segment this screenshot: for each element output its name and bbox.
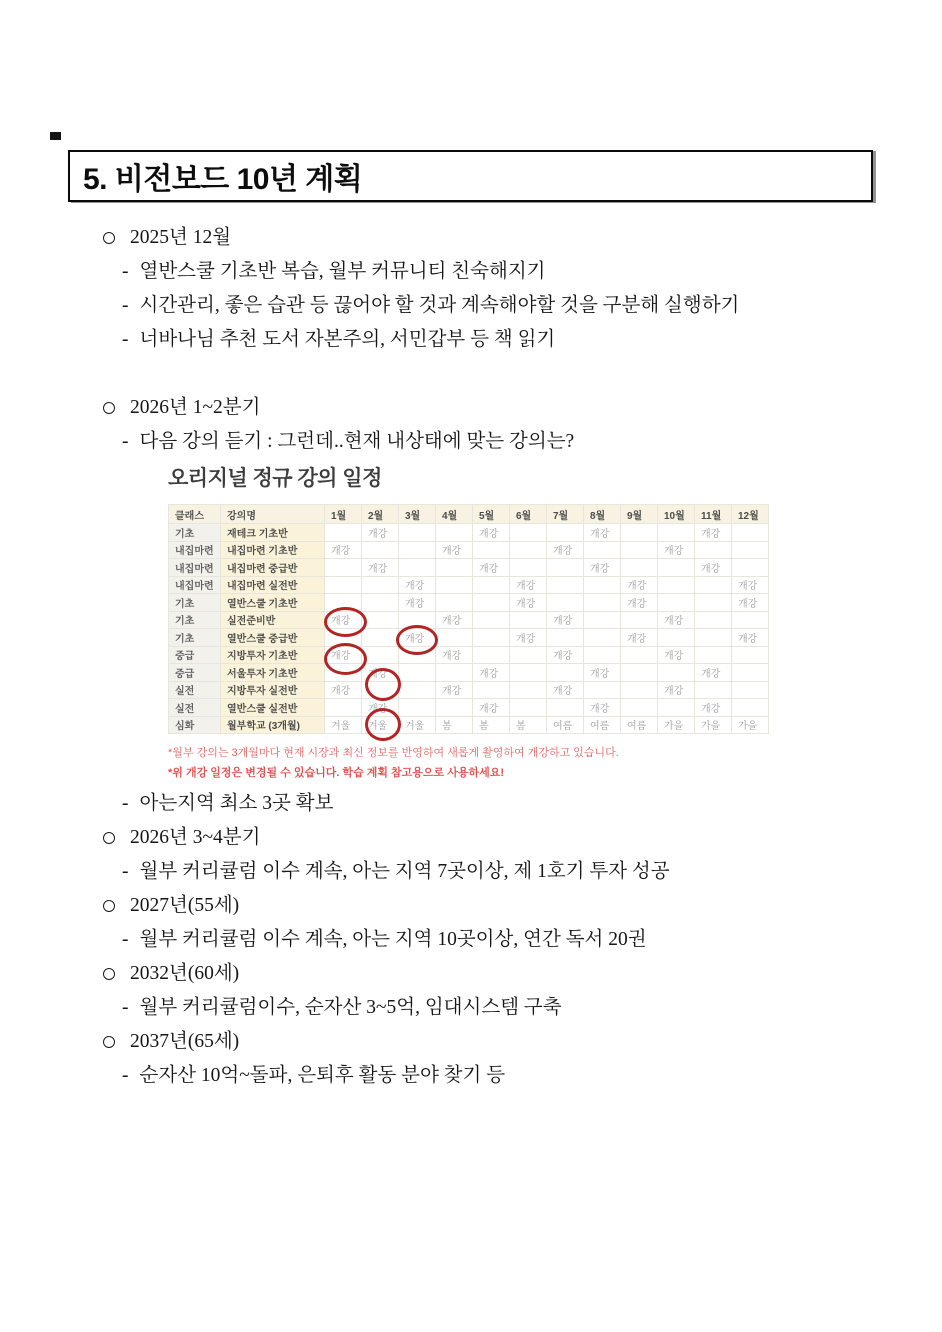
month-cell-7 xyxy=(547,699,584,717)
month-cell-9 xyxy=(621,681,658,699)
month-cell-11: 개강 xyxy=(695,524,732,542)
month-cell-6 xyxy=(510,681,547,699)
month-cell-10: 개강 xyxy=(658,681,695,699)
table-row xyxy=(169,541,769,559)
month-cell-4: 개강 xyxy=(436,681,473,699)
month-cell-12 xyxy=(732,699,769,717)
class-cell: 내집마련 xyxy=(169,559,221,577)
month-cell-11 xyxy=(695,541,732,559)
column-header-11: 10월 xyxy=(658,505,695,524)
month-cell-1: 개강 xyxy=(325,541,362,559)
class-cell: 내집마련 xyxy=(169,576,221,594)
outline-bottom-line-4 xyxy=(100,923,670,957)
month-cell-2: 겨울 xyxy=(362,716,399,734)
month-cell-10 xyxy=(658,559,695,577)
table-row xyxy=(169,716,769,734)
month-cell-3: 개강 xyxy=(399,629,436,647)
outline-top xyxy=(100,221,739,459)
table-row xyxy=(169,524,769,542)
class-cell: 중급 xyxy=(169,664,221,682)
month-cell-4: 개강 xyxy=(436,611,473,629)
month-cell-5 xyxy=(473,629,510,647)
class-cell: 내집마련 xyxy=(169,541,221,559)
bullet-dash-icon: - xyxy=(122,295,129,316)
month-cell-8 xyxy=(584,646,621,664)
course-schedule-figure xyxy=(168,466,778,781)
outline-top-line-3 xyxy=(100,323,739,357)
month-cell-1: 겨울 xyxy=(325,716,362,734)
outline-bottom xyxy=(100,787,670,1093)
column-header-10: 9월 xyxy=(621,505,658,524)
class-cell: 기초 xyxy=(169,629,221,647)
month-cell-6 xyxy=(510,699,547,717)
outline-bottom-text-3: 2027년(55세) xyxy=(130,895,240,916)
bullet-circle-icon xyxy=(103,832,115,844)
column-header-13: 12월 xyxy=(732,505,769,524)
course-name-cell: 실전준비반 xyxy=(221,611,325,629)
month-cell-10: 가을 xyxy=(658,716,695,734)
month-cell-3: 겨울 xyxy=(399,716,436,734)
month-cell-3 xyxy=(399,559,436,577)
outline-top-text-1: 열반스쿨 기초반 복습, 월부 커뮤니티 친숙해지기 xyxy=(139,261,546,282)
table-row xyxy=(169,681,769,699)
month-cell-9 xyxy=(621,611,658,629)
month-cell-10: 개강 xyxy=(658,646,695,664)
month-cell-6: 개강 xyxy=(510,629,547,647)
month-cell-7: 여름 xyxy=(547,716,584,734)
class-cell: 기초 xyxy=(169,594,221,612)
outline-bottom-line-0 xyxy=(100,787,670,821)
month-cell-4 xyxy=(436,524,473,542)
month-cell-5: 개강 xyxy=(473,664,510,682)
outline-bottom-line-6 xyxy=(100,991,670,1025)
month-cell-11: 개강 xyxy=(695,699,732,717)
bullet-dash-icon: - xyxy=(122,793,129,814)
month-cell-5 xyxy=(473,541,510,559)
month-cell-11 xyxy=(695,576,732,594)
column-header-2: 1월 xyxy=(325,505,362,524)
outline-bottom-text-8: 순자산 10억~돌파, 은퇴후 활동 분야 찾기 등 xyxy=(139,1065,506,1086)
month-cell-11 xyxy=(695,629,732,647)
month-cell-4: 개강 xyxy=(436,646,473,664)
month-cell-8: 개강 xyxy=(584,524,621,542)
outline-bottom-text-1: 2026년 3~4분기 xyxy=(130,827,261,848)
month-cell-9 xyxy=(621,541,658,559)
month-cell-1 xyxy=(325,559,362,577)
course-name-cell: 열반스쿨 기초반 xyxy=(221,594,325,612)
table-row xyxy=(169,594,769,612)
bullet-circle-icon xyxy=(103,900,115,912)
column-header-5: 4월 xyxy=(436,505,473,524)
month-cell-8: 여름 xyxy=(584,716,621,734)
month-cell-6: 봄 xyxy=(510,716,547,734)
month-cell-11: 개강 xyxy=(695,559,732,577)
month-cell-12 xyxy=(732,541,769,559)
month-cell-12 xyxy=(732,524,769,542)
month-cell-4: 개강 xyxy=(436,541,473,559)
month-cell-6 xyxy=(510,646,547,664)
outline-top-text-3: 너바나님 추천 도서 자본주의, 서민갑부 등 책 읽기 xyxy=(139,329,556,350)
month-cell-2: 개강 xyxy=(362,559,399,577)
month-cell-10 xyxy=(658,629,695,647)
month-cell-3 xyxy=(399,524,436,542)
outline-top-text-6: 다음 강의 듣기 : 그런데..현재 내상태에 맞는 강의는? xyxy=(139,431,575,452)
month-cell-9 xyxy=(621,699,658,717)
month-cell-1 xyxy=(325,524,362,542)
outline-bottom-text-4: 월부 커리큘럼 이수 계속, 아는 지역 10곳이상, 연간 독서 20권 xyxy=(139,929,647,950)
outline-top-line-2 xyxy=(100,289,739,323)
month-cell-10 xyxy=(658,524,695,542)
outline-bottom-line-5 xyxy=(100,957,670,991)
month-cell-9 xyxy=(621,524,658,542)
bullet-dash-icon: - xyxy=(122,929,129,950)
month-cell-1: 개강 xyxy=(325,681,362,699)
class-cell: 실전 xyxy=(169,699,221,717)
outline-bottom-text-0: 아는지역 최소 3곳 확보 xyxy=(139,793,334,814)
month-cell-2 xyxy=(362,541,399,559)
course-schedule-table xyxy=(168,504,769,734)
course-name-cell: 내집마련 실전반 xyxy=(221,576,325,594)
section-header-box xyxy=(68,150,873,202)
month-cell-12 xyxy=(732,559,769,577)
outline-top-line-0 xyxy=(100,221,739,255)
scan-artifact-mark xyxy=(50,132,61,140)
outline-bottom-text-5: 2032년(60세) xyxy=(130,963,240,984)
month-cell-7 xyxy=(547,594,584,612)
outline-bottom-text-7: 2037년(65세) xyxy=(130,1031,240,1052)
month-cell-8 xyxy=(584,594,621,612)
table-row xyxy=(169,629,769,647)
bullet-circle-icon xyxy=(103,968,115,980)
outline-bottom-text-6: 월부 커리큘럼이수, 순자산 3~5억, 임대시스템 구축 xyxy=(139,997,562,1018)
column-header-12: 11월 xyxy=(695,505,732,524)
month-cell-10 xyxy=(658,594,695,612)
month-cell-5: 개강 xyxy=(473,699,510,717)
month-cell-8: 개강 xyxy=(584,664,621,682)
month-cell-9: 개강 xyxy=(621,594,658,612)
month-cell-5: 봄 xyxy=(473,716,510,734)
month-cell-5 xyxy=(473,611,510,629)
outline-top-text-2: 시간관리, 좋은 습관 등 끊어야 할 것과 계속해야할 것을 구분해 실행하기 xyxy=(139,295,740,316)
month-cell-5: 개강 xyxy=(473,524,510,542)
course-name-cell: 내집마련 중급반 xyxy=(221,559,325,577)
month-cell-3 xyxy=(399,699,436,717)
month-cell-4 xyxy=(436,664,473,682)
course-name-cell: 지방투자 실전반 xyxy=(221,681,325,699)
table-row xyxy=(169,646,769,664)
month-cell-3 xyxy=(399,681,436,699)
month-cell-10 xyxy=(658,576,695,594)
bullet-dash-icon: - xyxy=(122,1065,129,1086)
month-cell-9 xyxy=(621,559,658,577)
section-title: 5. 비전보드 10년 계획 xyxy=(83,163,363,196)
table-row xyxy=(169,559,769,577)
course-name-cell: 지방투자 기초반 xyxy=(221,646,325,664)
month-cell-4 xyxy=(436,594,473,612)
month-cell-1 xyxy=(325,699,362,717)
bullet-dash-icon: - xyxy=(122,431,129,452)
month-cell-12: 개강 xyxy=(732,629,769,647)
column-header-7: 6월 xyxy=(510,505,547,524)
month-cell-12 xyxy=(732,646,769,664)
circle-annotation-4 xyxy=(365,708,401,741)
month-cell-6 xyxy=(510,559,547,577)
month-cell-10: 개강 xyxy=(658,541,695,559)
month-cell-2 xyxy=(362,646,399,664)
month-cell-8: 개강 xyxy=(584,699,621,717)
month-cell-12 xyxy=(732,611,769,629)
column-header-9: 8월 xyxy=(584,505,621,524)
month-cell-6 xyxy=(510,524,547,542)
month-cell-1: 개강 xyxy=(325,646,362,664)
table-row xyxy=(169,664,769,682)
month-cell-4 xyxy=(436,576,473,594)
outline-top-text-5: 2026년 1~2분기 xyxy=(130,397,261,418)
month-cell-6 xyxy=(510,664,547,682)
month-cell-4 xyxy=(436,559,473,577)
outline-bottom-line-3 xyxy=(100,889,670,923)
table-header-row xyxy=(169,505,769,524)
month-cell-5 xyxy=(473,646,510,664)
month-cell-1 xyxy=(325,576,362,594)
month-cell-7 xyxy=(547,576,584,594)
course-name-cell: 열반스쿨 실전반 xyxy=(221,699,325,717)
month-cell-6 xyxy=(510,611,547,629)
class-cell: 기초 xyxy=(169,524,221,542)
circle-annotation-1 xyxy=(396,625,438,655)
month-cell-9 xyxy=(621,646,658,664)
column-header-1: 강의명 xyxy=(221,505,325,524)
month-cell-7: 개강 xyxy=(547,611,584,629)
table-row xyxy=(169,699,769,717)
month-cell-12: 개강 xyxy=(732,594,769,612)
course-name-cell: 열반스쿨 중급반 xyxy=(221,629,325,647)
figure-footnote-2: *위 개강 일정은 변경될 수 있습니다. 학습 계획 참고용으로 사용하세요! xyxy=(168,767,505,779)
month-cell-8 xyxy=(584,541,621,559)
figure-footnote-1: *월부 강의는 3개월마다 현재 시장과 최신 정보를 반영하여 새롭게 촬영하여 개강하고 있습니다. xyxy=(168,747,619,759)
course-name-cell: 내집마련 기초반 xyxy=(221,541,325,559)
outline-bottom-line-8 xyxy=(100,1059,670,1093)
month-cell-8 xyxy=(584,611,621,629)
month-cell-2 xyxy=(362,611,399,629)
month-cell-3: 개강 xyxy=(399,594,436,612)
month-cell-7: 개강 xyxy=(547,681,584,699)
month-cell-12: 가을 xyxy=(732,716,769,734)
month-cell-7: 개강 xyxy=(547,541,584,559)
bullet-dash-icon: - xyxy=(122,329,129,350)
outline-bottom-line-1 xyxy=(100,821,670,855)
month-cell-9 xyxy=(621,664,658,682)
month-cell-6: 개강 xyxy=(510,576,547,594)
circle-annotation-3 xyxy=(365,668,401,701)
course-name-cell: 서울투자 기초반 xyxy=(221,664,325,682)
class-cell: 심화 xyxy=(169,716,221,734)
month-cell-3 xyxy=(399,541,436,559)
class-cell: 실전 xyxy=(169,681,221,699)
course-name-cell: 월부학교 (3개월) xyxy=(221,716,325,734)
month-cell-11: 개강 xyxy=(695,664,732,682)
bullet-circle-icon xyxy=(103,402,115,414)
table-row xyxy=(169,576,769,594)
bullet-circle-icon xyxy=(103,232,115,244)
outline-bottom-line-7 xyxy=(100,1025,670,1059)
table-row xyxy=(169,611,769,629)
month-cell-11 xyxy=(695,611,732,629)
month-cell-5 xyxy=(473,594,510,612)
outline-top-text-0: 2025년 12월 xyxy=(130,227,232,248)
month-cell-7 xyxy=(547,629,584,647)
bullet-dash-icon: - xyxy=(122,261,129,282)
month-cell-6: 개강 xyxy=(510,594,547,612)
column-header-8: 7월 xyxy=(547,505,584,524)
month-cell-8 xyxy=(584,576,621,594)
month-cell-7 xyxy=(547,524,584,542)
class-cell: 중급 xyxy=(169,646,221,664)
bullet-dash-icon: - xyxy=(122,997,129,1018)
month-cell-2 xyxy=(362,629,399,647)
month-cell-4: 봄 xyxy=(436,716,473,734)
month-cell-7 xyxy=(547,559,584,577)
month-cell-1: 개강 xyxy=(325,611,362,629)
month-cell-9: 개강 xyxy=(621,629,658,647)
month-cell-2: 개강 xyxy=(362,664,399,682)
month-cell-8: 개강 xyxy=(584,559,621,577)
column-header-0: 클래스 xyxy=(169,505,221,524)
month-cell-7 xyxy=(547,664,584,682)
outline-top-line-1 xyxy=(100,255,739,289)
month-cell-7: 개강 xyxy=(547,646,584,664)
month-cell-4 xyxy=(436,629,473,647)
outline-top-line-5 xyxy=(100,391,739,425)
month-cell-5 xyxy=(473,576,510,594)
month-cell-12 xyxy=(732,681,769,699)
month-cell-8 xyxy=(584,629,621,647)
outline-top-line-4 xyxy=(100,357,739,391)
month-cell-2: 개강 xyxy=(362,524,399,542)
outline-bottom-text-2: 월부 커리큘럼 이수 계속, 아는 지역 7곳이상, 제 1호기 투자 성공 xyxy=(139,861,670,882)
month-cell-3 xyxy=(399,664,436,682)
month-cell-10: 개강 xyxy=(658,611,695,629)
column-header-3: 2월 xyxy=(362,505,399,524)
month-cell-9: 개강 xyxy=(621,576,658,594)
month-cell-4 xyxy=(436,699,473,717)
month-cell-11 xyxy=(695,681,732,699)
month-cell-2 xyxy=(362,594,399,612)
month-cell-12 xyxy=(732,664,769,682)
outline-top-line-6 xyxy=(100,425,739,459)
figure-title: 오리지널 정규 강의 일정 xyxy=(168,467,382,490)
month-cell-5: 개강 xyxy=(473,559,510,577)
month-cell-2 xyxy=(362,576,399,594)
month-cell-9: 여름 xyxy=(621,716,658,734)
month-cell-8 xyxy=(584,681,621,699)
month-cell-10 xyxy=(658,664,695,682)
month-cell-5 xyxy=(473,681,510,699)
month-cell-11: 가을 xyxy=(695,716,732,734)
class-cell: 기초 xyxy=(169,611,221,629)
month-cell-6 xyxy=(510,541,547,559)
month-cell-11 xyxy=(695,594,732,612)
month-cell-10 xyxy=(658,699,695,717)
month-cell-2: 개강 xyxy=(362,699,399,717)
outline-bottom-line-2 xyxy=(100,855,670,889)
month-cell-12: 개강 xyxy=(732,576,769,594)
course-name-cell: 재테크 기초반 xyxy=(221,524,325,542)
bullet-circle-icon xyxy=(103,1036,115,1048)
column-header-4: 3월 xyxy=(399,505,436,524)
month-cell-11 xyxy=(695,646,732,664)
column-header-6: 5월 xyxy=(473,505,510,524)
bullet-dash-icon: - xyxy=(122,861,129,882)
month-cell-3: 개강 xyxy=(399,576,436,594)
